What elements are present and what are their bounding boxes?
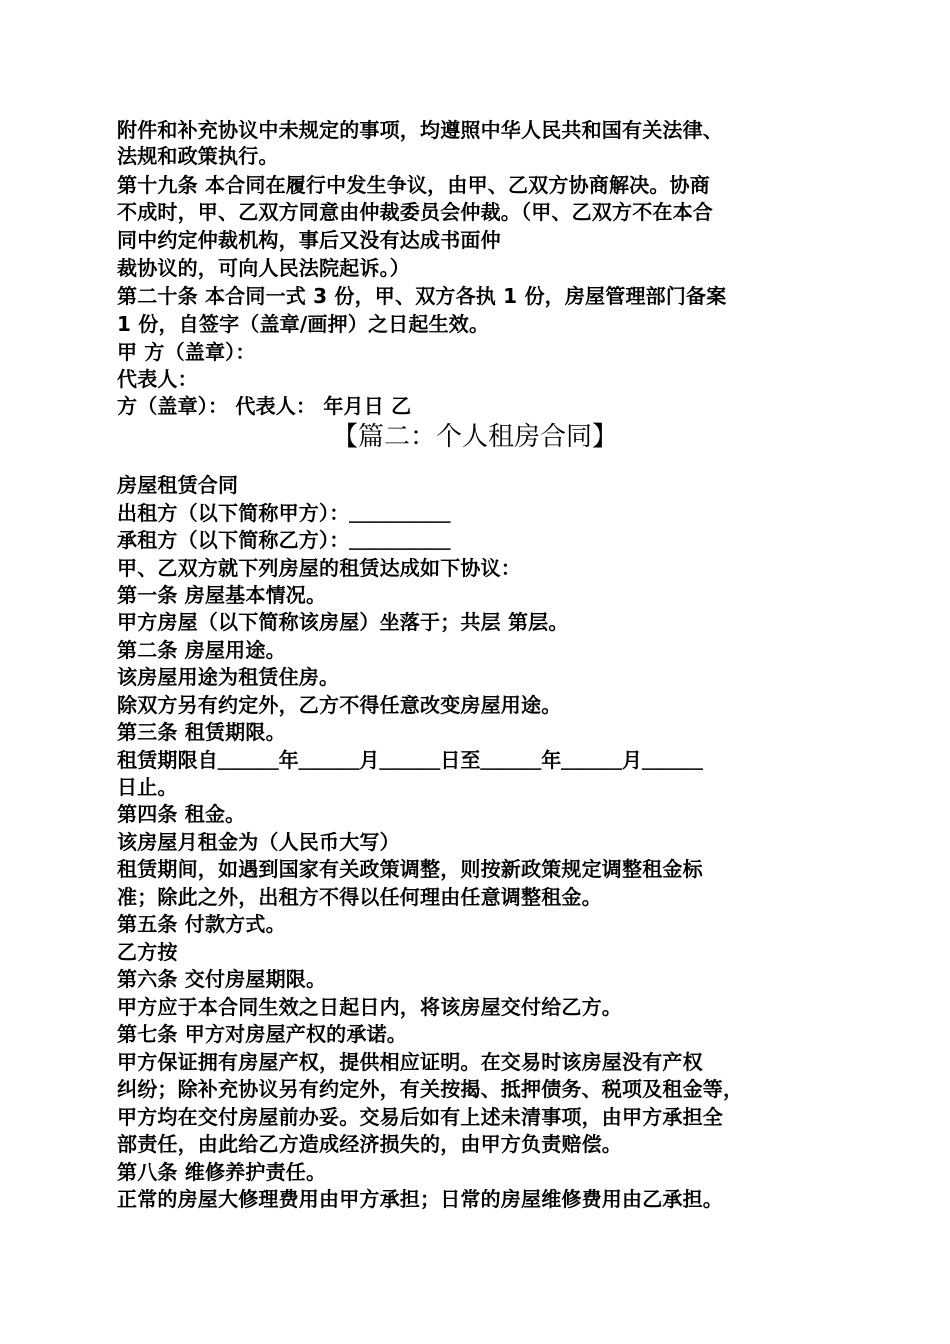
- text-line: 准；除此之外，出租方不得以任何理由任意调整租金。: [117, 885, 602, 909]
- text-line: 第二十条 本合同一式 3 份，甲、双方各执 1 份，房屋管理部门备案: [117, 284, 727, 308]
- text-line: 法规和政策执行。: [117, 144, 279, 168]
- text-line: 正常的房屋大修理费用由甲方承担；日常的房屋维修费用由乙承担。: [117, 1187, 723, 1211]
- text-line: 除双方另有约定外，乙方不得任意改变房屋用途。: [117, 693, 562, 717]
- document-title: 房屋租赁合同: [117, 473, 239, 497]
- text-line: 甲方房屋（以下简称该房屋）坐落于；共层 第层。: [117, 610, 569, 634]
- text-line: 第三条 租赁期限。: [117, 720, 286, 744]
- text-line: 第十九条 本合同在履行中发生争议，由甲、乙双方协商解决。协商: [117, 173, 710, 197]
- text-line: 甲方应于本合同生效之日起日内，将该房屋交付给乙方。: [117, 995, 622, 1019]
- text-line: 附件和补充协议中未规定的事项，均遵照中华人民共和国有关法律、: [117, 118, 723, 142]
- text-line: 第五条 付款方式。: [117, 912, 286, 936]
- text-line: 第七条 甲方对房屋产权的承诺。: [117, 1022, 407, 1046]
- text-line: 不成时，甲、乙双方同意由仲裁委员会仲裁。（甲、乙双方不在本合: [117, 200, 713, 224]
- text-line: 方（盖章）： 代表人： 年月日 乙: [117, 394, 412, 418]
- text-line: 甲方保证拥有房屋产权，提供相应证明。在交易时该房屋没有产权: [117, 1050, 703, 1074]
- text-line: 乙方按: [117, 940, 178, 964]
- text-line: 甲、乙双方就下列房屋的租赁达成如下协议：: [117, 556, 521, 580]
- text-line: 第二条 房屋用途。: [117, 638, 286, 662]
- text-line: 租赁期限自＿＿＿年＿＿＿月＿＿＿日至＿＿＿年＿＿＿月＿＿＿: [117, 748, 703, 772]
- text-line: 该房屋月租金为（人民币大写）: [117, 830, 400, 854]
- text-line: 第八条 维修养护责任。: [117, 1160, 327, 1184]
- text-line: 同中约定仲裁机构，事后又没有达成书面仲: [117, 228, 501, 252]
- section-heading: 【篇二：个人租房合同】: [331, 422, 618, 452]
- text-line: 部责任，由此给乙方造成经济损失的，由甲方负责赔偿。: [117, 1132, 622, 1156]
- text-line: 代表人：: [117, 367, 198, 391]
- text-line: 1 份，自签字（盖章/画押）之日起生效。: [117, 312, 490, 336]
- text-line: 裁协议的，可向人民法院起诉。）: [117, 256, 410, 280]
- text-line: 甲方均在交付房屋前办妥。交易后如有上述未清事项，由甲方承担全: [117, 1105, 723, 1129]
- text-line: 第六条 交付房屋期限。: [117, 967, 327, 991]
- text-line: 该房屋用途为租赁住房。: [117, 665, 340, 689]
- text-line: 日止。: [117, 775, 178, 799]
- text-line: 租赁期间，如遇到国家有关政策调整，则按新政策规定调整租金标: [117, 857, 703, 881]
- text-line: 纠纷；除补充协议另有约定外，有关按揭、抵押债务、税项及租金等，: [117, 1077, 744, 1101]
- text-line: 甲 方（盖章）：: [117, 340, 256, 364]
- text-line: 第一条 房屋基本情况。: [117, 583, 327, 607]
- text-line: 第四条 租金。: [117, 802, 246, 826]
- text-line: 承租方（以下简称乙方）：＿＿＿＿＿: [117, 528, 451, 552]
- text-line: 出租方（以下简称甲方）：＿＿＿＿＿: [117, 501, 451, 525]
